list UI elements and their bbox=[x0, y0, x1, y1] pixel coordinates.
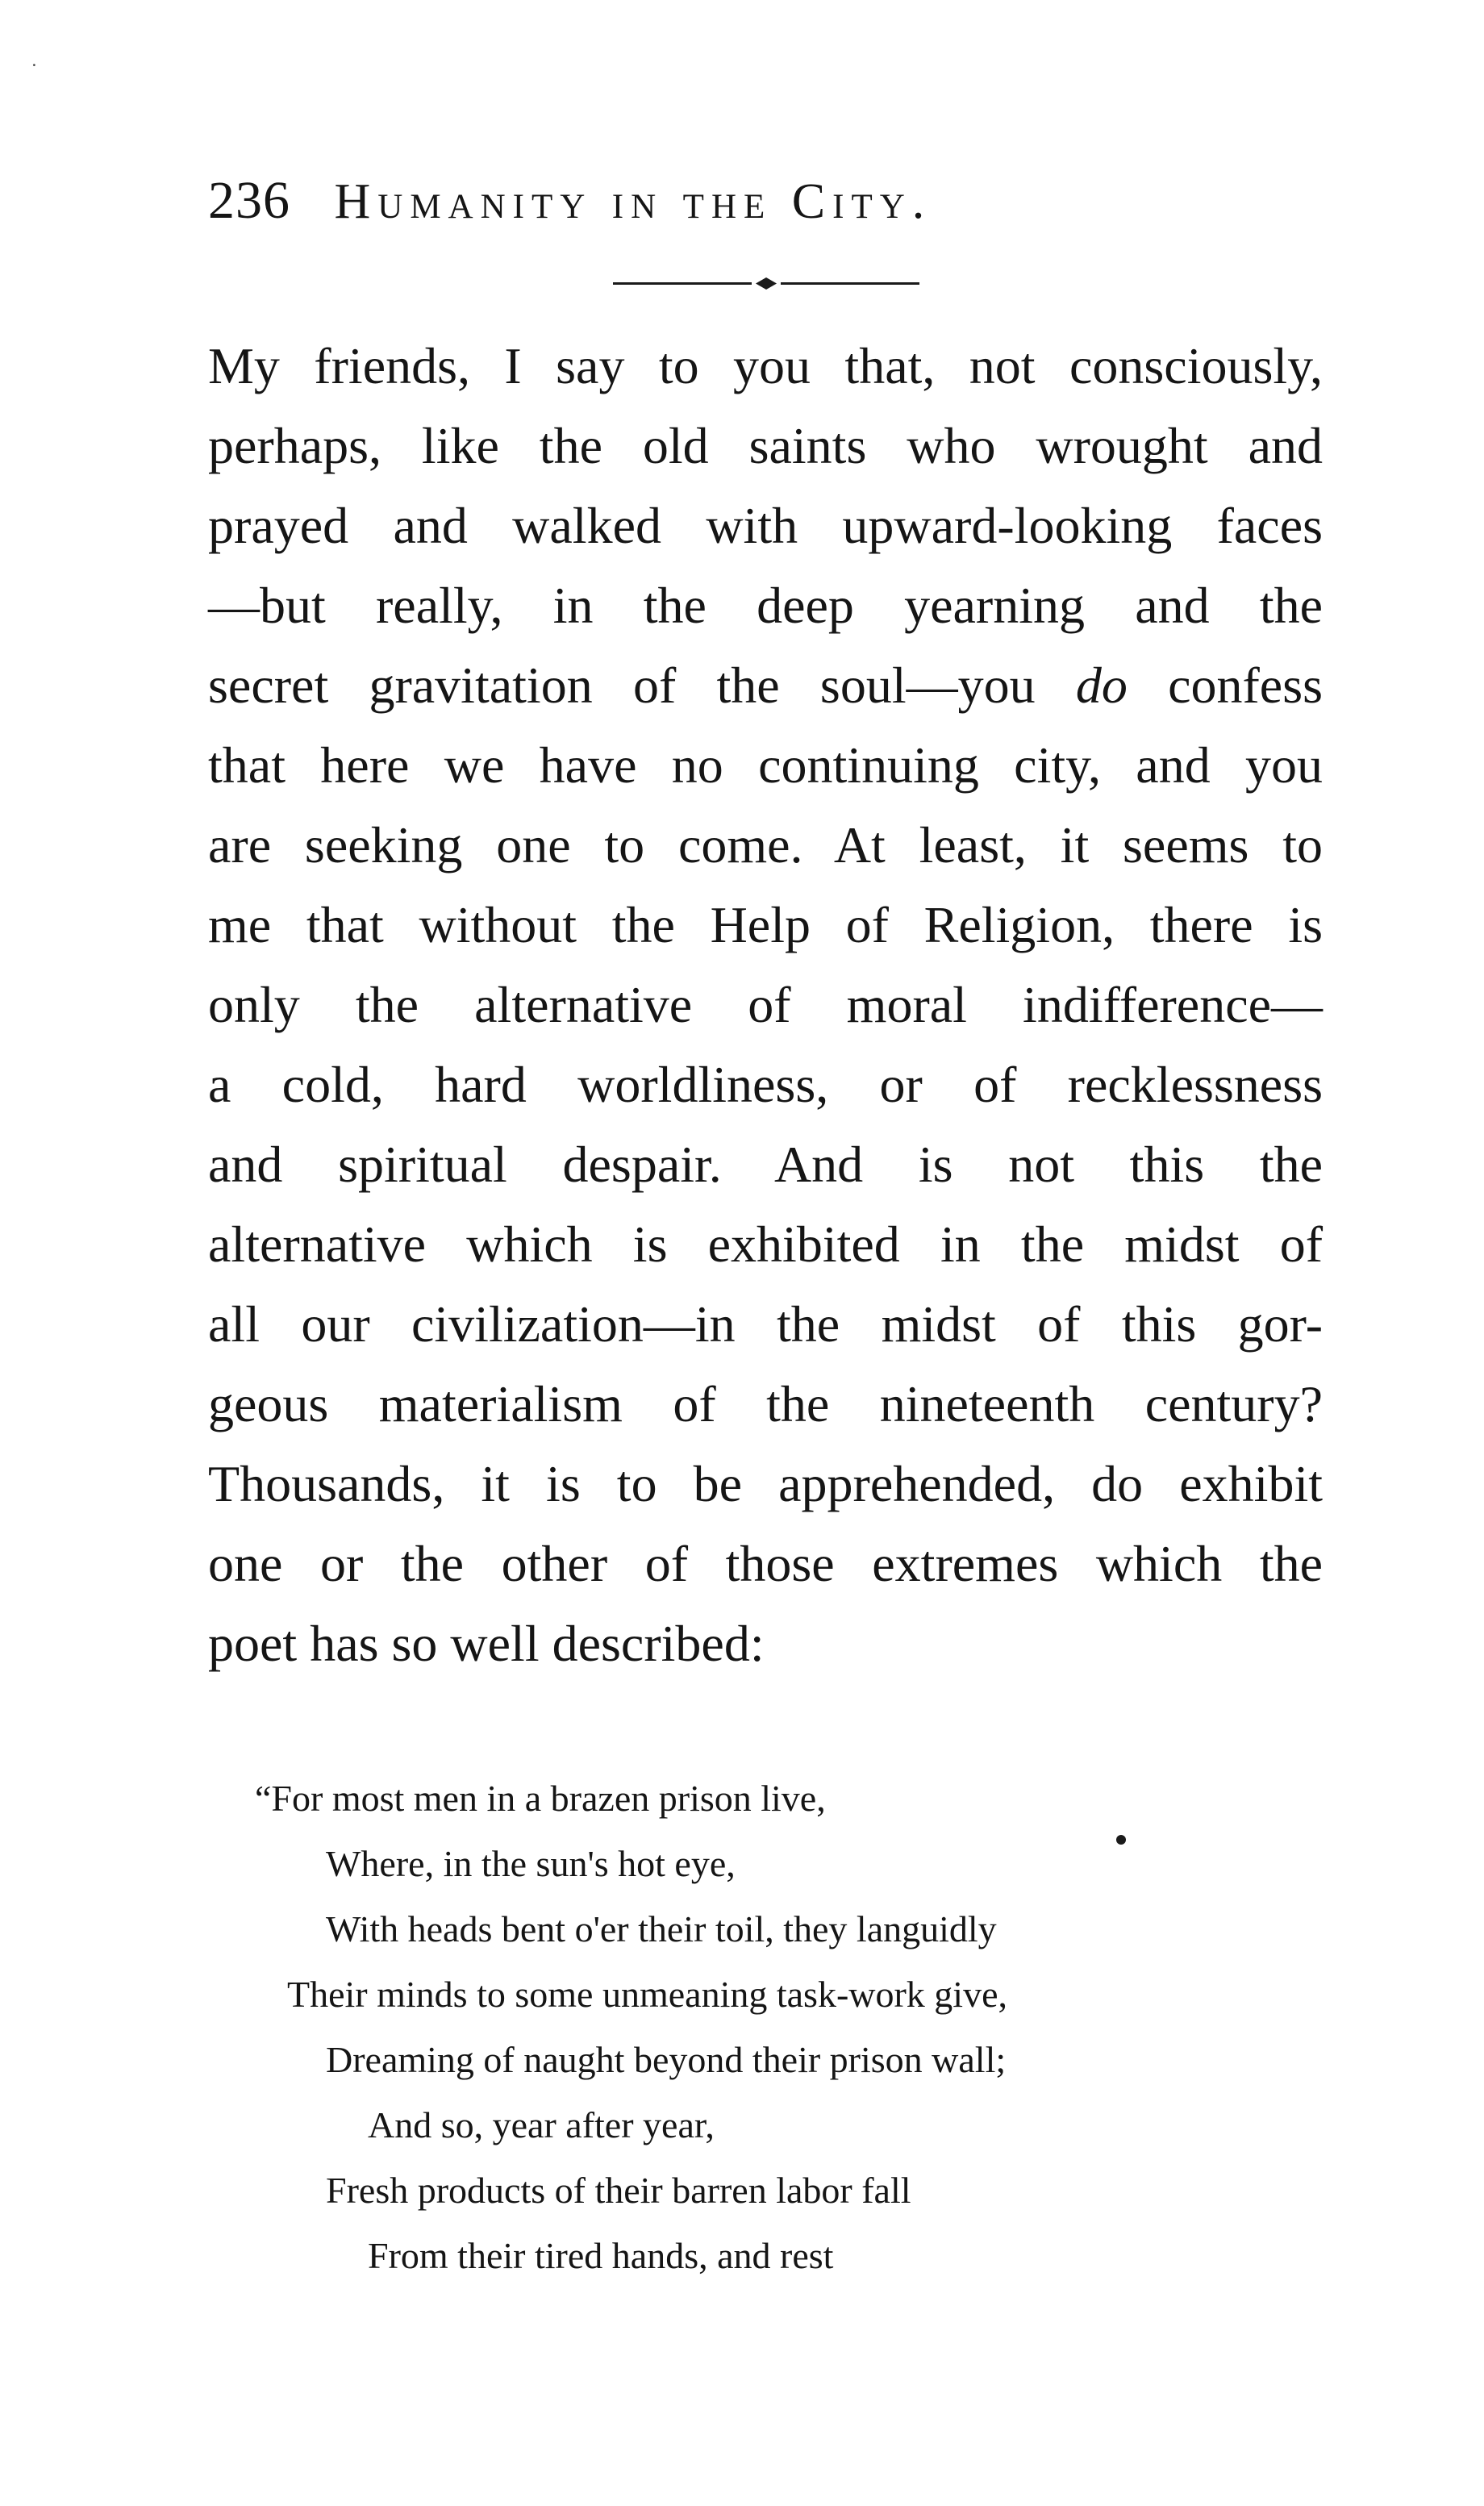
prose-line: Thousands, it is to be apprehended, do exhibit bbox=[208, 1455, 1323, 1512]
verse-line: Fresh products of their barren labor fall bbox=[326, 2170, 911, 2211]
verse-line: From their tired hands, and rest bbox=[368, 2235, 834, 2276]
poem-quotation bbox=[255, 1766, 1303, 2288]
prose-line: —but really, in the deep yearning and the bbox=[208, 577, 1323, 634]
prose-line: are seeking one to come. At least, it seems to bbox=[208, 816, 1323, 874]
prose-line: poet has so well described: bbox=[208, 1615, 765, 1672]
prose-line: one or the other of those extremes which the bbox=[208, 1535, 1323, 1592]
prose-line: all our civilization—in the midst of this gor- bbox=[208, 1295, 1323, 1353]
prose-line: me that without the Help of Religion, there is bbox=[208, 896, 1323, 953]
verse-line: Dreaming of naught beyond their prison wall; bbox=[326, 2039, 1007, 2080]
prose-line: alternative which is exhibited in the midst of bbox=[208, 1215, 1323, 1273]
prose-line: geous materialism of the nineteenth century? bbox=[208, 1375, 1323, 1432]
ornament-diamond bbox=[756, 277, 777, 290]
verse-line: “For most men in a brazen prison live, bbox=[255, 1778, 826, 1819]
verse-line: With heads bent o'er their toil, they languidly bbox=[326, 1908, 997, 1949]
prose-line: that here we have no continuing city, and you bbox=[208, 736, 1323, 794]
verse-line: Their minds to some unmeaning task-work give, bbox=[287, 1974, 1008, 2015]
running-header bbox=[208, 165, 1208, 237]
prose-paragraph bbox=[208, 326, 1323, 1683]
prose-segment: secret gravitation of the soul—you bbox=[208, 657, 1076, 714]
verse-line: And so, year after year, bbox=[368, 2104, 715, 2145]
prose-line: prayed and walked with upward-looking faces bbox=[208, 497, 1323, 554]
prose-segment: confess bbox=[1127, 657, 1323, 714]
prose-line: My friends, I say to you that, not consciously, bbox=[208, 337, 1323, 394]
italic-emphasis: do bbox=[1075, 657, 1128, 714]
running-title: Humanity in the City. bbox=[334, 174, 932, 229]
prose-line: a cold, hard worldliness, or of recklessness bbox=[208, 1056, 1323, 1113]
prose-line: perhaps, like the old saints who wrought and bbox=[208, 417, 1323, 474]
prose-line: and spiritual despair. And is not this the bbox=[208, 1136, 1323, 1193]
stray-ink-mark: ˙ bbox=[31, 60, 38, 83]
ornament-rule-left bbox=[613, 282, 752, 285]
prose-line: only the alternative of moral indifference— bbox=[208, 976, 1323, 1033]
page-number: 236 bbox=[208, 171, 290, 230]
prose-line-with-emphasis bbox=[208, 645, 1323, 725]
ornament-rule-right bbox=[781, 282, 919, 285]
verse-line: Where, in the sun's hot eye, bbox=[326, 1843, 736, 1884]
header-ornament-rule bbox=[613, 271, 919, 295]
